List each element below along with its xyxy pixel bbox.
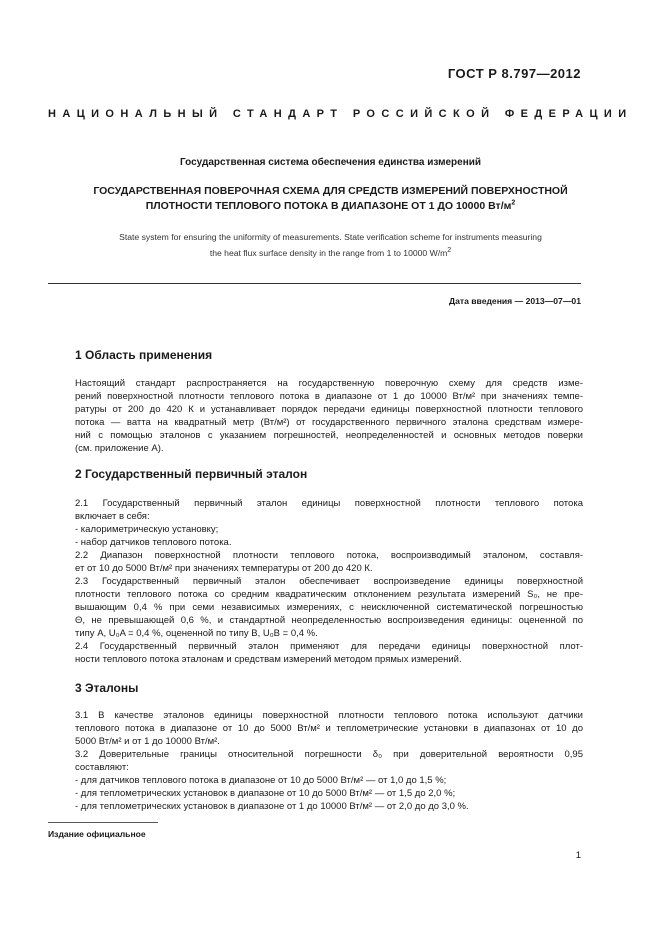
section-2-heading: 2 Государственный первичный эталон: [75, 467, 308, 481]
national-standard-banner: НАЦИОНАЛЬНЫЙ СТАНДАРТ РОССИЙСКОЙ ФЕДЕРАЦИИ: [48, 108, 633, 120]
section-1-body: [75, 377, 583, 455]
paragraph-line: включает в себя:: [75, 511, 150, 522]
paragraph-line: плотности теплового потока со средним квадратическим отклонением результата измерений S₀, не пре-: [75, 589, 583, 600]
paragraph-line: ет от 10 до 5000 Вт/м² при значениях температуры от 200 до 420 К.: [75, 563, 373, 574]
paragraph-line: теплового потока в диапазоне от 10 до 5000 Вт/м² и теплометрические установки в диапазонах от 10 до: [75, 723, 583, 734]
paragraph-line: типу А, U₀A = 0,4 %, оцененной по типу В, U₀B = 0,4 %.: [75, 628, 318, 639]
paragraph-line: 5000 Вт/м² и от 1 до 10000 Вт/м².: [75, 736, 220, 747]
header-divider: [48, 283, 581, 284]
official-edition-label: Издание официальное: [48, 829, 146, 839]
paragraph-line: Настоящий стандарт распространяется на государственную поверочную схему для средств изме-: [75, 378, 583, 389]
list-item: - набор датчиков теплового потока.: [75, 537, 232, 548]
paragraph-line: ности теплового потока эталонам и средствам измерений методом прямых измерений.: [75, 654, 462, 665]
list-item: - калориметрическую установку;: [75, 524, 219, 535]
title-line-2: ПЛОТНОСТИ ТЕПЛОВОГО ПОТОКА В ДИАПАЗОНЕ ОТ 1 ДО 10000 $Вт/м^2$: [145, 199, 516, 212]
paragraph-line: (см. приложение А).: [75, 443, 164, 454]
paragraph-line: вышающим 0,4 % при семи независимых измерениях, с неисключенной систематической погрешностью: [75, 602, 583, 613]
section-1-heading: 1 Область применения: [75, 348, 213, 362]
paragraph-line: 2.1 Государственный первичный эталон единицы поверхностной плотности теплового потока: [75, 498, 583, 509]
section-3-body: [75, 709, 583, 813]
paragraph-line: ний с помощью эталонов с указанием погрешностей, неопределенностей и основных методов поверки: [75, 430, 583, 441]
document-subtitle: Государственная система обеспечения единства измерений: [179, 157, 482, 168]
english-title-line-1: State system for ensuring the uniformity of measurements. State verification scheme for instruments measuring: [119, 232, 542, 242]
list-item: - для датчиков теплового потока в диапазоне от 10 до 5000 Вт/м² — от 1,0 до 1,5 %;: [75, 775, 447, 786]
list-item: - для теплометрических установок в диапазоне от 1 до 10000 Вт/м² — от 2,0 до до 3,0 %.: [75, 801, 469, 812]
paragraph-line: ратуры от 200 до 420 К и устанавливает порядок передачи единицы поверхностной плотности теплового: [75, 404, 583, 415]
page-number: 1: [575, 850, 581, 861]
paragraph-line: 3.2 Доверительные границы относительной погрешности δ₀ при доверительной вероятности 0,95: [75, 749, 583, 760]
paragraph-line: потока — ватта на квадратный метр (Вт/м²) от государственного первичного эталона средствам измере-: [75, 417, 583, 428]
gost-number: ГОСТ Р 8.797—2012: [447, 66, 581, 81]
english-title-line-2: the heat flux surface density in the range from 1 to 10000 $W/m^2$: [209, 247, 452, 258]
paragraph-line: 2.3 Государственный первичный эталон обеспечивает воспроизведение единицы поверхностной: [75, 576, 583, 587]
list-item: - для теплометрических установок в диапазоне от 10 до 5000 Вт/м² — от 1,5 до 2,0 %;: [75, 788, 456, 799]
paragraph-line: составляют:: [75, 762, 129, 773]
section-2-body: [75, 497, 583, 666]
paragraph-line: Θ, не превышающей 0,6 %, и стандартной неопределенностью воспроизведения единицы: оцененной по: [75, 615, 583, 626]
section-3-heading: 3 Эталоны: [75, 681, 139, 695]
english-title: [60, 229, 601, 261]
paragraph-line: 2.4 Государственный первичный эталон применяют для передачи единицы поверхностной плот-: [75, 641, 583, 652]
paragraph-line: 2.2 Диапазон поверхностной плотности теплового потока, воспроизводимый эталоном, составля-: [75, 550, 583, 561]
footer-divider: [48, 822, 158, 823]
title-line-1: ГОСУДАРСТВЕННАЯ ПОВЕРОЧНАЯ СХЕМА ДЛЯ СРЕДСТВ ИЗМЕРЕНИЙ ПОВЕРХНОСТНОЙ: [93, 185, 568, 197]
effective-date: Дата введения — 2013—07—01: [448, 296, 581, 306]
paragraph-line: 3.1 В качестве эталонов единицы поверхностной плотности теплового потока используют датчики: [75, 710, 583, 721]
paragraph-line: рений поверхностной плотности теплового потока в диапазоне от 1 до 10000 Вт/м² при значениях темпе-: [75, 391, 583, 402]
document-title: [50, 184, 611, 214]
